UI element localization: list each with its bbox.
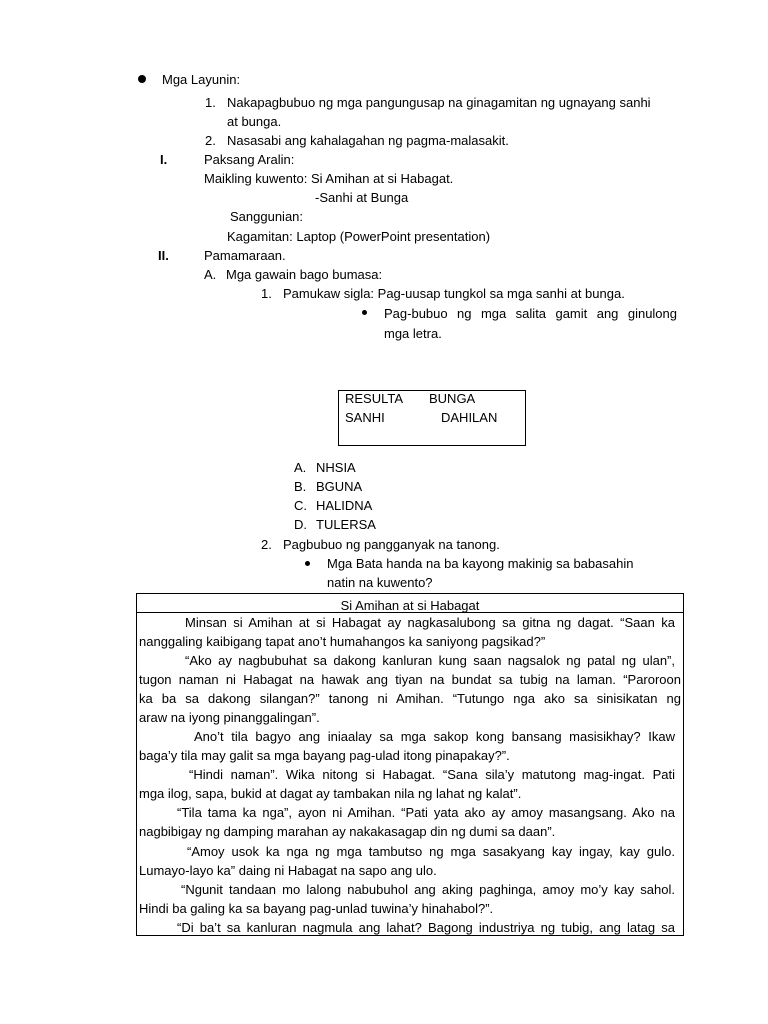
story-line: Hindi ba galing ka sa bayang pag-unlad tuwina’y hinahabol?”. (139, 901, 494, 916)
word-box-word: BUNGA (429, 391, 476, 406)
scrambled-letter: D. (294, 517, 307, 532)
scrambled-letter: B. (294, 479, 307, 494)
scrambled-letter: C. (294, 498, 307, 513)
scrambled-word: HALIDNA (316, 498, 373, 513)
bullet-dot (305, 561, 310, 566)
bullet-text-continued: mga letra. (384, 326, 442, 341)
story-line: nagbibigay ng damping marahan ay nakakasagap din ng dumi sa daan”. (139, 824, 556, 839)
story-line: “Ngunit tandaan mo lalong nabubuhol ang aking paghinga, amoy mo’y kay sahol. (181, 882, 675, 897)
step-text: Pagbubuo ng pangganyak na tanong. (283, 537, 500, 552)
story-line: Minsan si Amihan at si Habagat ay nagkasalubong sa gitna ng dagat. “Saan ka (185, 615, 675, 630)
bullet-text-continued: natin na kuwento? (327, 575, 433, 590)
step-number: 2. (261, 537, 272, 552)
bullet-text: Mga Bata handa na ba kayong makinig sa babasahin (327, 556, 634, 571)
scrambled-letter: A. (294, 460, 307, 475)
step-number: 1. (261, 286, 272, 301)
story-line: Ano’t tila bagyo ang iniaalay sa mga sakop kong bansang masisikhay? Ikaw (194, 729, 675, 744)
section-title: Paksang Aralin: (204, 152, 295, 167)
word-box-word: SANHI (345, 410, 385, 425)
story-line: baga’y tila may galit sa mga bayang pag-ulad itong pinapakay?”. (139, 748, 510, 763)
story-line: mga ilog, sapa, bukid at dagat ay tambakan nila ng lahat ng kalat”. (139, 786, 522, 801)
story-title-divider (137, 612, 683, 613)
story-line: “Ako ay nagbubuhat sa dakong kanluran kung saan nagsalok ng patal ng ulan”, (185, 653, 675, 668)
section-numeral: I. (160, 152, 168, 167)
story-line: araw na iyong pinanggalingan”. (139, 710, 320, 725)
objective-text-continued: at bunga. (227, 114, 282, 129)
story-line: “Amoy usok ka nga ng mga tambutso ng mga sasakyang kay ingay, kay gulo. (187, 844, 675, 859)
scrambled-word: NHSIA (316, 460, 356, 475)
materials-label: Kagamitan: Laptop (PowerPoint presentation) (227, 229, 491, 244)
bullet-dot (138, 75, 146, 83)
word-box-word: RESULTA (345, 391, 404, 406)
story-label: Maikling kuwento: Si Amihan at si Habagat. (204, 171, 454, 186)
story-line: Lumayo-layo ka” daing ni Habagat na sapo ang ulo. (139, 863, 437, 878)
scrambled-word: TULERSA (316, 517, 376, 532)
section-title: Pamamaraan. (204, 248, 286, 263)
reference-label: Sanggunian: (230, 209, 304, 224)
story-line: “Hindi naman”. Wika nitong si Habagat. “Sana sila’y matutong mag-ingat. Pati (189, 767, 675, 782)
objectives-heading: Mga Layunin: (162, 72, 241, 87)
bullet-dot (362, 310, 367, 315)
step-text: Pamukaw sigla: Pag-uusap tungkol sa mga sanhi at bunga. (283, 286, 625, 301)
scrambled-word: BGUNA (316, 479, 363, 494)
story-line: tugon naman ni Habagat na hawak ang tiyan na bundat sa tubig na laman. “Paroroon (139, 672, 681, 687)
topic-label: -Sanhi at Bunga (315, 190, 409, 205)
story-line: nanggaling kaibigang tapat ano’t humahangos ka saniyong pagsikad?” (139, 634, 546, 649)
story-line: “Tila tama ka nga”, ayon ni Amihan. “Pati yata ako ay amoy masangsang. Ako na (177, 805, 675, 820)
section-numeral: II. (158, 248, 169, 263)
bullet-text: Pag-bubuo ng mga salita gamit ang ginulong (384, 306, 677, 321)
objective-number: 1. (205, 95, 216, 110)
subsection-letter: A. (204, 267, 217, 282)
objective-text: Nasasabi ang kahalagahan ng pagma-malasakit. (227, 133, 509, 148)
story-line: “Di ba’t sa kanluran nagmula ang lahat? Bagong industriya ng tubig, ang latag sa (177, 920, 675, 935)
objective-number: 2. (205, 133, 216, 148)
word-box (338, 390, 526, 446)
objective-text: Nakapagbubuo ng mga pangungusap na ginagamitan ng ugnayang sanhi (227, 95, 651, 110)
story-title: Si Amihan at si Habagat (340, 598, 480, 613)
word-box-word: DAHILAN (441, 410, 498, 425)
story-line: ka ba sa dakong silangan?” tanong ni Amihan. “Tutungo nga ako sa sinisikatan ng (139, 691, 681, 706)
subsection-text: Mga gawain bago bumasa: (226, 267, 383, 282)
story-box (136, 593, 684, 936)
